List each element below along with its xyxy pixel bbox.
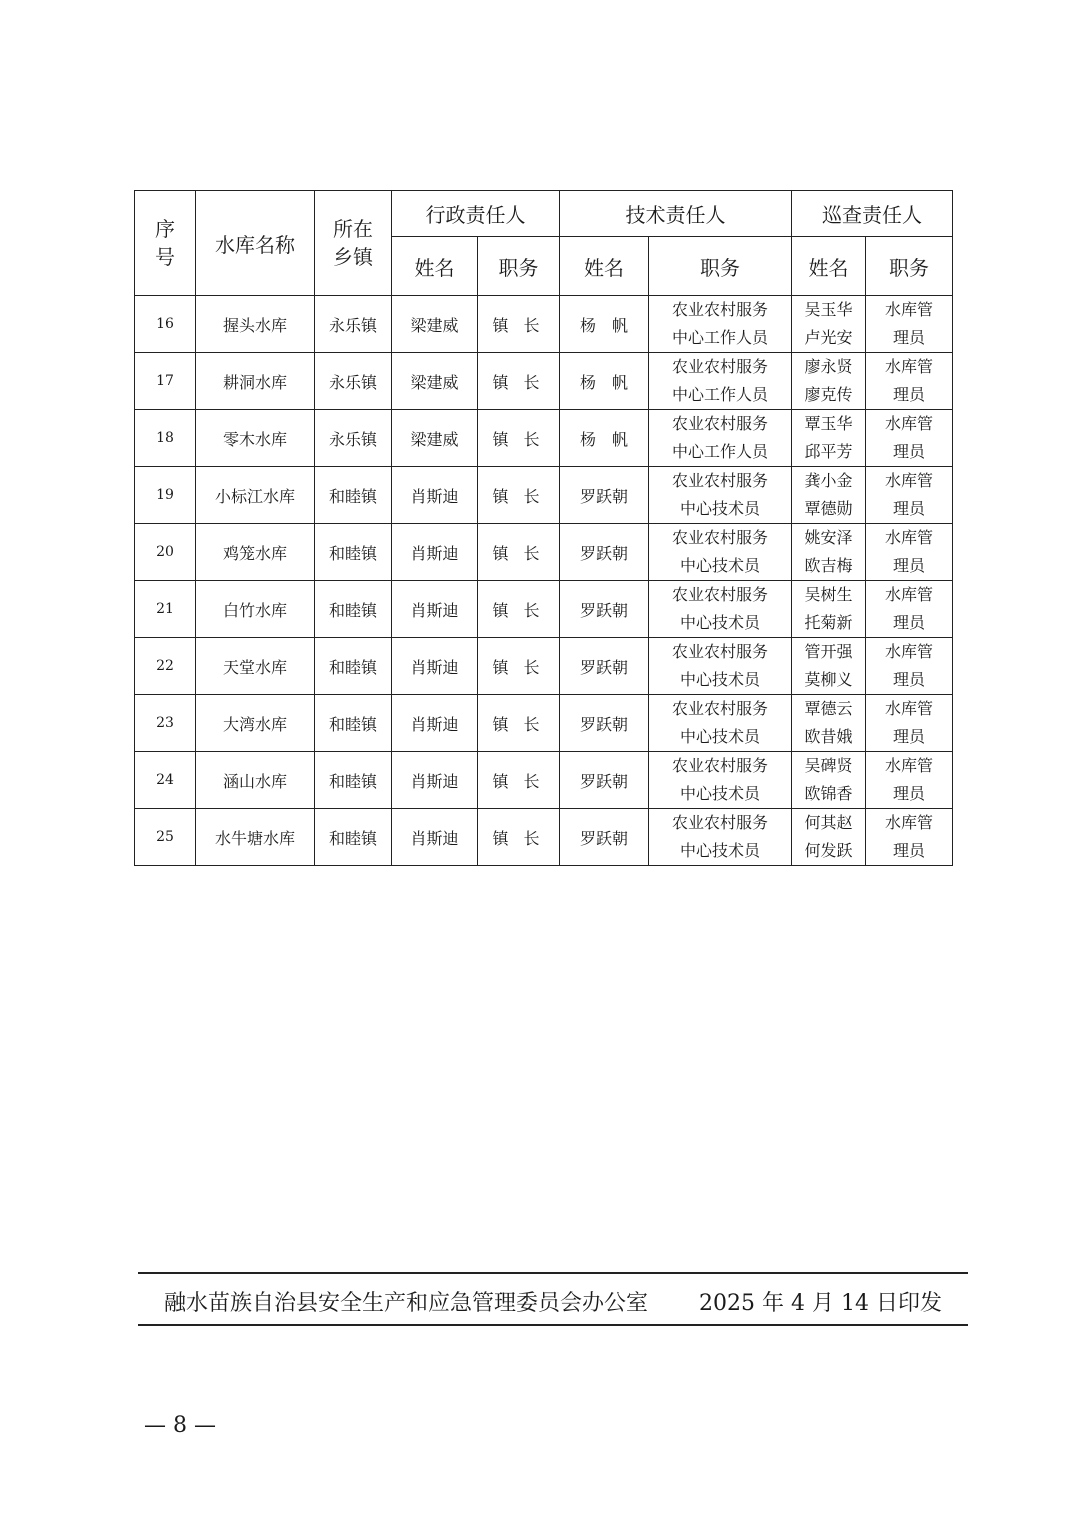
header-seq-line2: 号 (155, 245, 175, 269)
cell-patrol-names (792, 752, 866, 809)
header-admin: 行政责任人 (392, 191, 560, 237)
table-row (135, 638, 953, 695)
cell-seq: 22 (135, 638, 196, 695)
cell-town: 永乐镇 (315, 296, 392, 353)
cell-tech-name: 罗跃朝 (560, 467, 649, 524)
patrol-name-2: 邱平芳 (804, 442, 853, 461)
patrol-name-1: 吴玉华 (804, 300, 853, 319)
patrol-name-2: 莫柳义 (804, 670, 853, 689)
cell-tech-post (649, 467, 792, 524)
cell-admin-post: 镇 长 (478, 809, 560, 866)
table-row (135, 809, 953, 866)
cell-seq: 25 (135, 809, 196, 866)
cell-patrol-post (866, 638, 953, 695)
tech-post-line2: 中心工作人员 (671, 385, 768, 404)
header-patrol-name: 姓名 (792, 237, 866, 296)
patrol-post-line2: 理员 (892, 841, 925, 860)
cell-town: 和睦镇 (315, 524, 392, 581)
header-town-line2: 乡镇 (333, 245, 373, 269)
header-tech: 技术责任人 (560, 191, 792, 237)
cell-patrol-names (792, 581, 866, 638)
patrol-post-line1: 水库管 (884, 756, 933, 775)
cell-reservoir-name: 握头水库 (196, 296, 315, 353)
cell-admin-post: 镇 长 (478, 752, 560, 809)
patrol-post-line2: 理员 (892, 499, 925, 518)
tech-post-line1: 农业农村服务 (671, 813, 768, 832)
table-row (135, 752, 953, 809)
cell-seq: 20 (135, 524, 196, 581)
tech-post-line2: 中心工作人员 (671, 328, 768, 347)
cell-patrol-names (792, 809, 866, 866)
cell-admin-name: 梁建威 (392, 410, 478, 467)
patrol-post-line2: 理员 (892, 613, 925, 632)
cell-patrol-post (866, 581, 953, 638)
cell-admin-name: 梁建威 (392, 296, 478, 353)
tech-post-line2: 中心工作人员 (671, 442, 768, 461)
issuing-office: 融水苗族自治县安全生产和应急管理委员会办公室 (164, 1291, 649, 1316)
cell-reservoir-name: 水牛塘水库 (196, 809, 315, 866)
issue-date: 2025 年 4 月 14 日印发 (699, 1291, 942, 1316)
cell-patrol-names (792, 638, 866, 695)
cell-patrol-post (866, 467, 953, 524)
tech-post-line2: 中心技术员 (679, 841, 760, 860)
cell-seq: 17 (135, 353, 196, 410)
patrol-name-1: 管开强 (804, 642, 853, 661)
page-number: — 8 — (144, 1413, 216, 1438)
cell-admin-post: 镇 长 (478, 353, 560, 410)
tech-post-line2: 中心技术员 (679, 499, 760, 518)
header-admin-name: 姓名 (392, 237, 478, 296)
tech-post-line1: 农业农村服务 (671, 414, 768, 433)
cell-patrol-post (866, 353, 953, 410)
patrol-post-line1: 水库管 (884, 813, 933, 832)
reservoir-responsibility-table (134, 190, 953, 866)
cell-admin-post: 镇 长 (478, 296, 560, 353)
cell-patrol-names (792, 524, 866, 581)
cell-tech-post (649, 524, 792, 581)
patrol-name-1: 覃玉华 (804, 414, 853, 433)
patrol-post-line1: 水库管 (884, 642, 933, 661)
tech-post-line1: 农业农村服务 (671, 756, 768, 775)
patrol-name-2: 廖克传 (804, 385, 853, 404)
cell-tech-post (649, 695, 792, 752)
cell-town: 和睦镇 (315, 752, 392, 809)
cell-town: 和睦镇 (315, 809, 392, 866)
cell-tech-post (649, 410, 792, 467)
tech-post-line1: 农业农村服务 (671, 471, 768, 490)
patrol-name-2: 欧锦香 (804, 784, 853, 803)
cell-reservoir-name: 鸡笼水库 (196, 524, 315, 581)
cell-reservoir-name: 耕洞水库 (196, 353, 315, 410)
cell-tech-post (649, 296, 792, 353)
tech-post-line1: 农业农村服务 (671, 300, 768, 319)
cell-tech-post (649, 809, 792, 866)
cell-tech-post (649, 638, 792, 695)
cell-patrol-names (792, 353, 866, 410)
patrol-post-line2: 理员 (892, 556, 925, 575)
header-patrol: 巡查责任人 (792, 191, 953, 237)
cell-admin-post: 镇 长 (478, 581, 560, 638)
cell-tech-name: 罗跃朝 (560, 581, 649, 638)
cell-patrol-post (866, 410, 953, 467)
patrol-post-line2: 理员 (892, 328, 925, 347)
patrol-name-1: 吴碑贤 (804, 756, 853, 775)
patrol-name-2: 欧昔娥 (804, 727, 853, 746)
cell-admin-name: 肖斯迪 (392, 581, 478, 638)
cell-town: 和睦镇 (315, 467, 392, 524)
tech-post-line1: 农业农村服务 (671, 699, 768, 718)
header-seq-line1: 序 (155, 217, 175, 241)
cell-reservoir-name: 白竹水库 (196, 581, 315, 638)
cell-reservoir-name: 涵山水库 (196, 752, 315, 809)
header-town-line1: 所在 (333, 217, 373, 241)
patrol-post-line1: 水库管 (884, 357, 933, 376)
patrol-name-2: 托菊新 (804, 613, 853, 632)
tech-post-line1: 农业农村服务 (671, 528, 768, 547)
cell-admin-name: 肖斯迪 (392, 752, 478, 809)
patrol-name-2: 何发跃 (804, 841, 853, 860)
patrol-post-line1: 水库管 (884, 699, 933, 718)
cell-patrol-names (792, 410, 866, 467)
cell-patrol-post (866, 752, 953, 809)
cell-tech-name: 罗跃朝 (560, 695, 649, 752)
issuing-footer (138, 1272, 968, 1326)
cell-admin-name: 肖斯迪 (392, 809, 478, 866)
patrol-name-1: 龚小金 (804, 471, 853, 490)
patrol-post-line2: 理员 (892, 442, 925, 461)
cell-admin-name: 肖斯迪 (392, 524, 478, 581)
table-row (135, 467, 953, 524)
cell-seq: 24 (135, 752, 196, 809)
cell-seq: 21 (135, 581, 196, 638)
cell-tech-post (649, 752, 792, 809)
patrol-name-1: 覃德云 (804, 699, 853, 718)
cell-patrol-post (866, 296, 953, 353)
patrol-name-1: 姚安泽 (804, 528, 853, 547)
header-reservoir-name: 水库名称 (196, 191, 315, 296)
cell-seq: 23 (135, 695, 196, 752)
cell-tech-name: 杨 帆 (560, 296, 649, 353)
cell-patrol-names (792, 296, 866, 353)
patrol-post-line2: 理员 (892, 727, 925, 746)
cell-tech-name: 杨 帆 (560, 353, 649, 410)
cell-seq: 16 (135, 296, 196, 353)
cell-admin-name: 肖斯迪 (392, 638, 478, 695)
cell-admin-post: 镇 长 (478, 524, 560, 581)
cell-admin-post: 镇 长 (478, 467, 560, 524)
cell-tech-name: 罗跃朝 (560, 809, 649, 866)
header-patrol-post: 职务 (866, 237, 953, 296)
cell-seq: 19 (135, 467, 196, 524)
cell-patrol-names (792, 467, 866, 524)
header-tech-post: 职务 (649, 237, 792, 296)
cell-reservoir-name: 天堂水库 (196, 638, 315, 695)
table-row (135, 695, 953, 752)
patrol-post-line1: 水库管 (884, 414, 933, 433)
tech-post-line2: 中心技术员 (679, 727, 760, 746)
patrol-post-line1: 水库管 (884, 300, 933, 319)
patrol-post-line1: 水库管 (884, 585, 933, 604)
cell-patrol-post (866, 695, 953, 752)
table-row (135, 581, 953, 638)
patrol-name-2: 覃德勋 (804, 499, 853, 518)
cell-town: 永乐镇 (315, 410, 392, 467)
tech-post-line2: 中心技术员 (679, 613, 760, 632)
cell-admin-post: 镇 长 (478, 695, 560, 752)
cell-tech-name: 罗跃朝 (560, 524, 649, 581)
tech-post-line1: 农业农村服务 (671, 357, 768, 376)
patrol-name-1: 吴树生 (804, 585, 853, 604)
patrol-name-2: 欧吉梅 (804, 556, 853, 575)
cell-tech-name: 杨 帆 (560, 410, 649, 467)
cell-town: 永乐镇 (315, 353, 392, 410)
cell-admin-name: 肖斯迪 (392, 695, 478, 752)
patrol-post-line1: 水库管 (884, 471, 933, 490)
cell-patrol-post (866, 809, 953, 866)
cell-reservoir-name: 零木水库 (196, 410, 315, 467)
table-row (135, 524, 953, 581)
cell-admin-name: 肖斯迪 (392, 467, 478, 524)
header-tech-name: 姓名 (560, 237, 649, 296)
patrol-post-line2: 理员 (892, 385, 925, 404)
tech-post-line2: 中心技术员 (679, 784, 760, 803)
cell-patrol-names (792, 695, 866, 752)
header-seq (135, 191, 196, 296)
patrol-name-1: 何其赵 (804, 813, 853, 832)
patrol-name-1: 廖永贤 (804, 357, 853, 376)
patrol-name-2: 卢光安 (804, 328, 853, 347)
cell-admin-name: 梁建威 (392, 353, 478, 410)
cell-seq: 18 (135, 410, 196, 467)
cell-admin-post: 镇 长 (478, 410, 560, 467)
tech-post-line2: 中心技术员 (679, 556, 760, 575)
header-admin-post: 职务 (478, 237, 560, 296)
patrol-post-line2: 理员 (892, 784, 925, 803)
tech-post-line2: 中心技术员 (679, 670, 760, 689)
tech-post-line1: 农业农村服务 (671, 585, 768, 604)
table-row (135, 353, 953, 410)
cell-reservoir-name: 大湾水库 (196, 695, 315, 752)
cell-town: 和睦镇 (315, 638, 392, 695)
cell-reservoir-name: 小标江水库 (196, 467, 315, 524)
tech-post-line1: 农业农村服务 (671, 642, 768, 661)
cell-tech-post (649, 581, 792, 638)
table-row (135, 410, 953, 467)
cell-admin-post: 镇 长 (478, 638, 560, 695)
patrol-post-line1: 水库管 (884, 528, 933, 547)
header-town (315, 191, 392, 296)
cell-town: 和睦镇 (315, 695, 392, 752)
cell-tech-name: 罗跃朝 (560, 638, 649, 695)
cell-tech-post (649, 353, 792, 410)
patrol-post-line2: 理员 (892, 670, 925, 689)
cell-patrol-post (866, 524, 953, 581)
cell-tech-name: 罗跃朝 (560, 752, 649, 809)
table-row (135, 296, 953, 353)
cell-town: 和睦镇 (315, 581, 392, 638)
